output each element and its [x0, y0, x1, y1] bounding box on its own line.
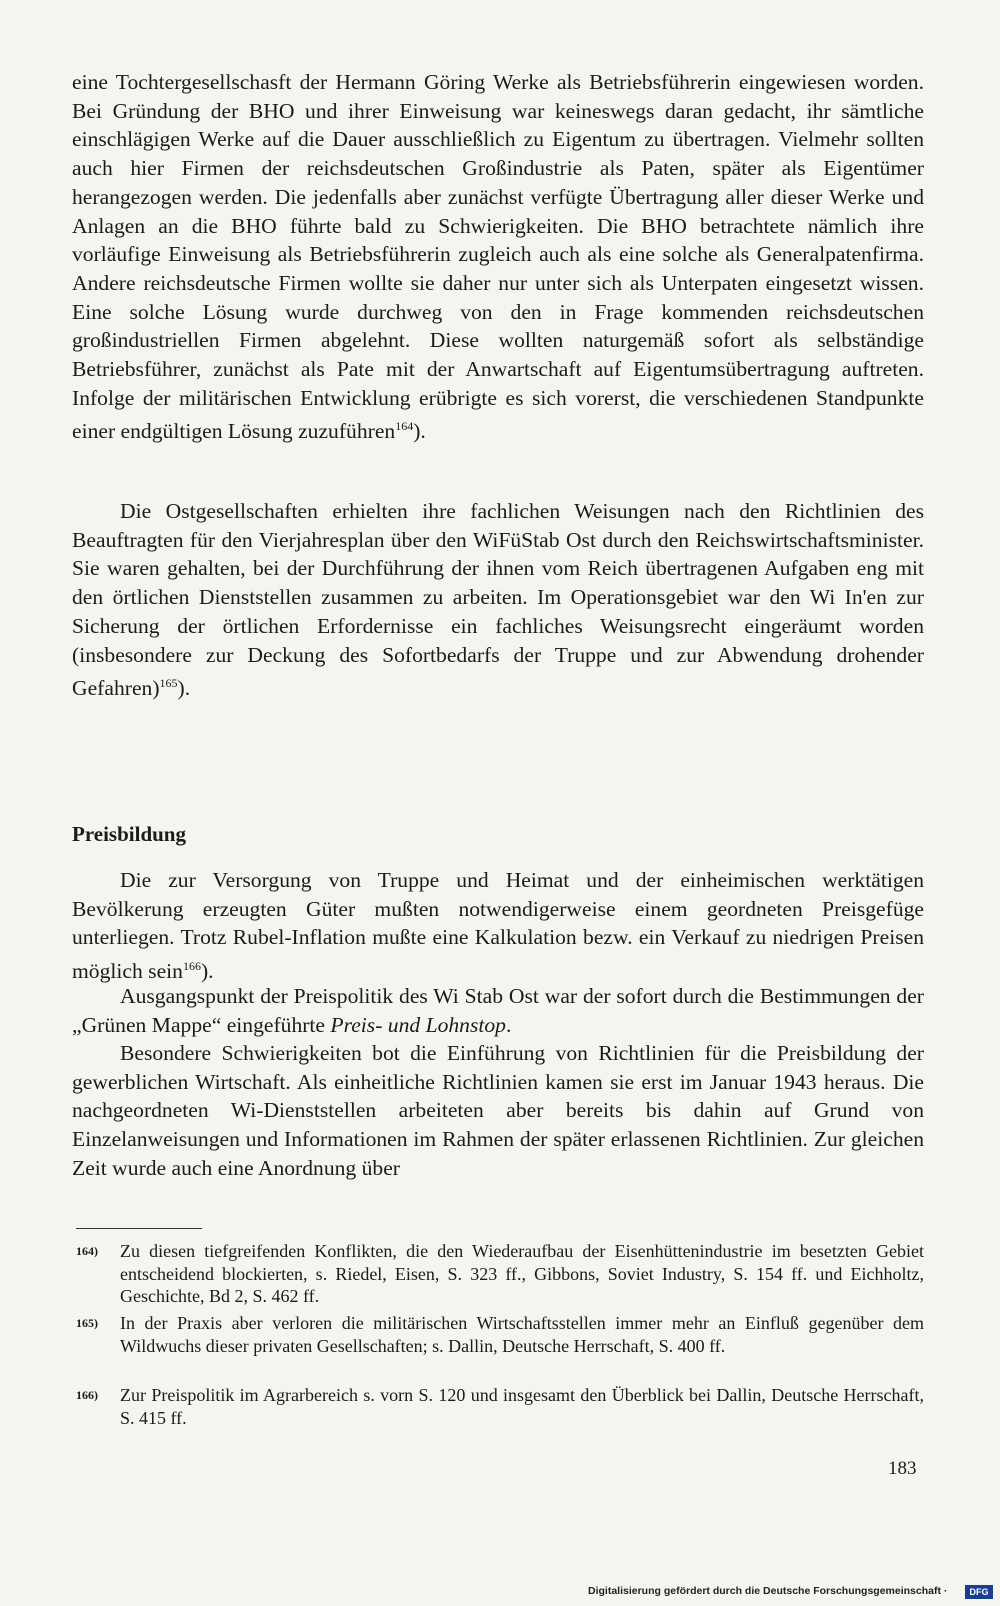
footnote-ref-164[interactable]: 164	[395, 419, 414, 434]
paragraph-2	[72, 497, 924, 703]
footnote-text: In der Praxis aber verloren die militärischen Wirtschaftsstellen immer mehr an Einfluß gegenüber dem Wildwuchs dieser privaten Gesellschaften; s. Dallin, Deutsche Herrschaft, S. 400 ff.	[120, 1313, 924, 1356]
section-heading: Preisbildung	[72, 822, 186, 846]
footnote-text: Zu diesen tiefgreifenden Konflikten, die den Wiederaufbau der Eisenhüttenindustrie im besetzten Gebiet entscheidend blockierten, s. Riedel, Eisen, S. 323 ff., Gibbons, Soviet Industry, S. 154 ff. und Eichholtz, Geschichte, Bd 2, S. 462 ff.	[120, 1241, 924, 1306]
paragraph-3	[72, 866, 924, 986]
footnote-164	[76, 1240, 924, 1308]
footnote-165	[76, 1312, 924, 1357]
paragraph-1	[72, 68, 924, 446]
dfg-logo-icon: DFG	[965, 1585, 993, 1599]
paragraph-2-end: ).	[177, 676, 191, 701]
footnote-ref-166[interactable]: 166	[182, 959, 201, 974]
paragraph-1-text: eine Tochtergesellschasft der Hermann Göring Werke als Betriebsführerin eingewiesen worden. Bei Gründung der BHO und ihrer Einweisung war keineswegs daran gedacht, ihr sämtliche einschlägigen Werke auf die Dauer ausschließlich zu Eigentum zu übertragen. Vielmehr sollten auch hier Firmen der reichsdeutschen Großindustrie als Paten, später als Eigentümer herangezogen werden. Die jedenfalls aber zunächst verfügte Übertragung aller dieser Werke und Anlagen an die BHO führte bald zu Schwierigkeiten. Die BHO betrachtete nämlich ihre vorläufige Einweisung als Betriebsführerin zugleich auch als eine solche als Generalpatenfirma. Andere reichsdeutsche Firmen wollte sie daher nur unter sich als Unterpaten eingesetzt wissen. Eine solche Lösung wurde durchweg von den in Frage kommenden reichsdeutschen großindustriellen Firmen abgelehnt. Diese wollten naturgemäß sofort als selbständige Betriebsführer, zunächst als Pate mit der Anwartschaft auf Eigentumsübertragung auftreten. Infolge der militärischen Entwicklung erübrigte es sich vorerst, die verschiedenen Standpunkte einer endgültigen Lösung zuzuführen	[72, 70, 924, 444]
paragraph-3-end: ).	[200, 959, 214, 984]
footnote-text: Zur Preispolitik im Agrarbereich s. vorn S. 120 und insgesamt den Überblick bei Dallin, Deutsche Herrschaft, S. 415 ff.	[120, 1385, 924, 1428]
paragraph-3-text: Die zur Versorgung von Truppe und Heimat und der einheimischen werktätigen Bevölkerung erzeugten Güter mußten notwendigerweise einem geordneten Preisgefüge unterliegen. Trotz Rubel-Inflation mußte eine Kalkulation bezw. ein Verkauf zu niedrigen Preisen möglich sein	[72, 868, 924, 984]
footnote-ref-165[interactable]: 165	[159, 676, 178, 691]
paragraph-1-end: ).	[413, 419, 426, 444]
page-number: 183	[888, 1458, 917, 1479]
paragraph-4-italic: Preis- und Lohnstop	[330, 1012, 506, 1037]
footnote-divider	[76, 1228, 202, 1229]
footnote-number: 166)	[76, 1388, 98, 1402]
paragraph-4	[72, 982, 924, 1039]
digitization-credit: Digitalisierung gefördert durch die Deutsche Forschungsgemeinschaft ·	[588, 1585, 948, 1597]
paragraph-2-text: Die Ostgesellschaften erhielten ihre fachlichen Weisungen nach den Richtlinien des Beauftragten für den Vierjahresplan über den WiFüStab Ost durch den Reichswirtschaftsminister. Sie waren gehalten, bei der Durchführung der ihnen vom Reich übertragenen Aufgaben eng mit den örtlichen Dienststellen zusammen zu arbeiten. Im Operationsgebiet war den Wi In'en zur Sicherung der örtlichen Erfordernisse ein fachliches Weisungsrecht eingeräumt worden (insbesondere zur Deckung des Sofortbedarfs der Truppe und zur Abwendung drohender Gefahren)	[72, 499, 924, 701]
paragraph-5-text: Besondere Schwierigkeiten bot die Einführung von Richtlinien für die Preisbildung der gewerblichen Wirtschaft. Als einheitliche Richtlinien kamen sie erst im Januar 1943 heraus. Die nachgeordneten Wi-Dienststellen arbeiteten aber bereits bis dahin auf Grund von Einzelanweisungen und Informationen im Rahmen der später erlassenen Richtlinien. Zur gleichen Zeit wurde auch eine Anordnung über	[72, 1041, 924, 1180]
paragraph-5	[72, 1039, 924, 1183]
footnote-166	[76, 1384, 924, 1429]
footnote-number: 164)	[76, 1244, 98, 1258]
paragraph-4-text: Ausgangspunkt der Preispolitik des Wi Stab Ost war der sofort durch die Bestimmungen der „Grünen Mappe“ eingeführte	[72, 984, 924, 1037]
footnote-number: 165)	[76, 1316, 98, 1330]
paragraph-4-end: .	[505, 1012, 512, 1037]
